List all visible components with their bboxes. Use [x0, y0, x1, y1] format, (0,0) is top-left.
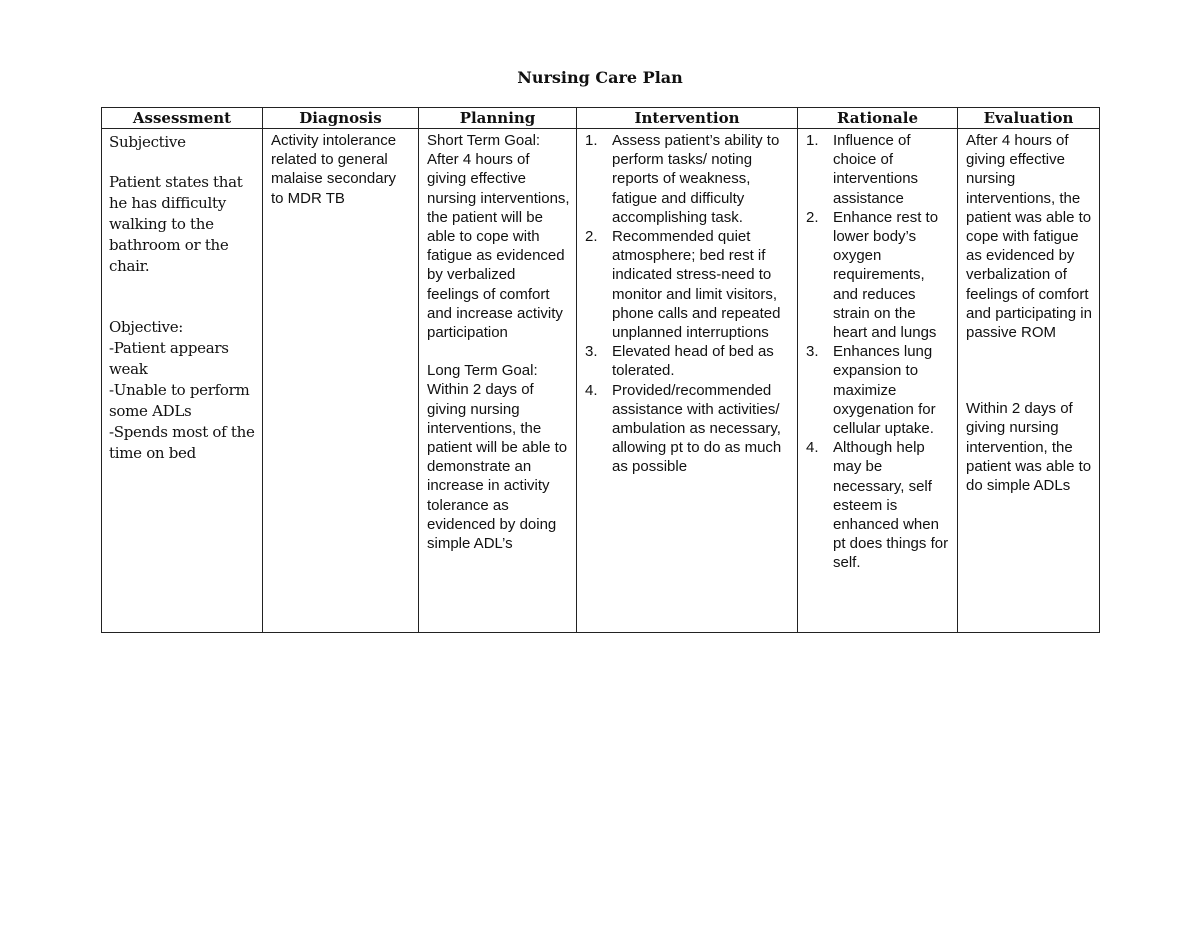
list-text: Although help may be necessary, self esteem is enhanced when pt does things for self. [833, 439, 949, 572]
list-number: 3. [585, 343, 598, 361]
objective-item: -Patient appears weak [109, 339, 229, 378]
list-number: 3. [806, 343, 819, 361]
list-text: Elevated head of bed as tolerated. [612, 343, 774, 380]
short-term-goal-label: Short Term Goal: [427, 132, 541, 149]
page-title: Nursing Care Plan [517, 68, 683, 87]
list-item [585, 131, 791, 227]
list-item [585, 381, 791, 477]
header-rationale: Rationale [798, 108, 958, 129]
list-item [585, 342, 791, 380]
long-term-goal-label: Long Term Goal: [427, 362, 538, 380]
list-text: Assess patient’s ability to perform tasks/ noting reports of weakness, fatigue and difficulty accomplishing task. [612, 132, 780, 226]
header-intervention: Intervention [577, 108, 798, 129]
evaluation-short-term: After 4 hours of giving effective nursing interventions, the patient was able to cope with fatigue as evidenced by verbalization of feelings of comfort and participating in passive ROM [966, 132, 1092, 342]
list-item [585, 227, 791, 342]
objective-item: -Unable to perform some ADLs [109, 381, 250, 420]
care-plan-table [101, 107, 1100, 633]
short-term-goal-text: After 4 hours of giving effective nursing interventions, the patient will be able to cope with fatigue as evidenced by verbalized feelings of comfort and increase activity participation [427, 151, 570, 342]
assessment-cell [102, 129, 263, 633]
list-text: Influence of choice of interventions assistance [833, 132, 919, 207]
list-item [806, 208, 951, 342]
header-evaluation: Evaluation [958, 108, 1100, 129]
table-row [102, 129, 1100, 633]
diagnosis-text: Activity intolerance related to general malaise secondary to MDR TB [271, 132, 397, 207]
objective-item: -Spends most of the time on bed [109, 423, 255, 462]
list-item [806, 342, 951, 438]
list-number: 2. [585, 228, 598, 246]
intervention-cell [577, 129, 798, 633]
objective-label: Objective: [109, 318, 184, 336]
header-assessment: Assessment [102, 108, 263, 129]
header-diagnosis: Diagnosis [263, 108, 419, 129]
list-number: 2. [806, 208, 819, 226]
list-number: 4. [806, 439, 819, 457]
subjective-label: Subjective [109, 133, 186, 151]
list-text: Provided/recommended assistance with activities/ ambulation as necessary, allowing pt to do as much as possible [612, 381, 782, 476]
header-row [102, 108, 1100, 129]
rationale-cell [798, 129, 958, 633]
subjective-text: Patient states that he has difficulty walking to the bathroom or the chair. [109, 173, 243, 275]
list-text: Recommended quiet atmosphere; bed rest if indicated stress-need to monitor and limit visitors, phone calls and repeated unplanned interruptions [612, 228, 781, 342]
list-number: 1. [806, 132, 819, 149]
list-number: 4. [585, 381, 598, 399]
list-text: Enhances lung expansion to maximize oxygenation for cellular uptake. [833, 343, 936, 438]
list-item [806, 438, 951, 572]
list-text: Enhance rest to lower body’s oxygen requirements, and reduces strain on the heart and lungs [833, 208, 939, 342]
header-planning: Planning [419, 108, 577, 129]
list-item [806, 131, 951, 208]
diagnosis-cell [263, 129, 419, 633]
evaluation-cell [958, 129, 1100, 633]
list-number: 1. [585, 132, 598, 149]
rationale-list [806, 131, 951, 573]
planning-cell [419, 129, 577, 633]
intervention-list [585, 131, 791, 477]
long-term-goal-text: Within 2 days of giving nursing interventions, the patient will be able to demonstrate an increase in activity tolerance as evidenced by doing simple ADL’s [427, 381, 568, 553]
evaluation-long-term: Within 2 days of giving nursing intervention, the patient was able to do simple ADLs [966, 400, 1092, 495]
